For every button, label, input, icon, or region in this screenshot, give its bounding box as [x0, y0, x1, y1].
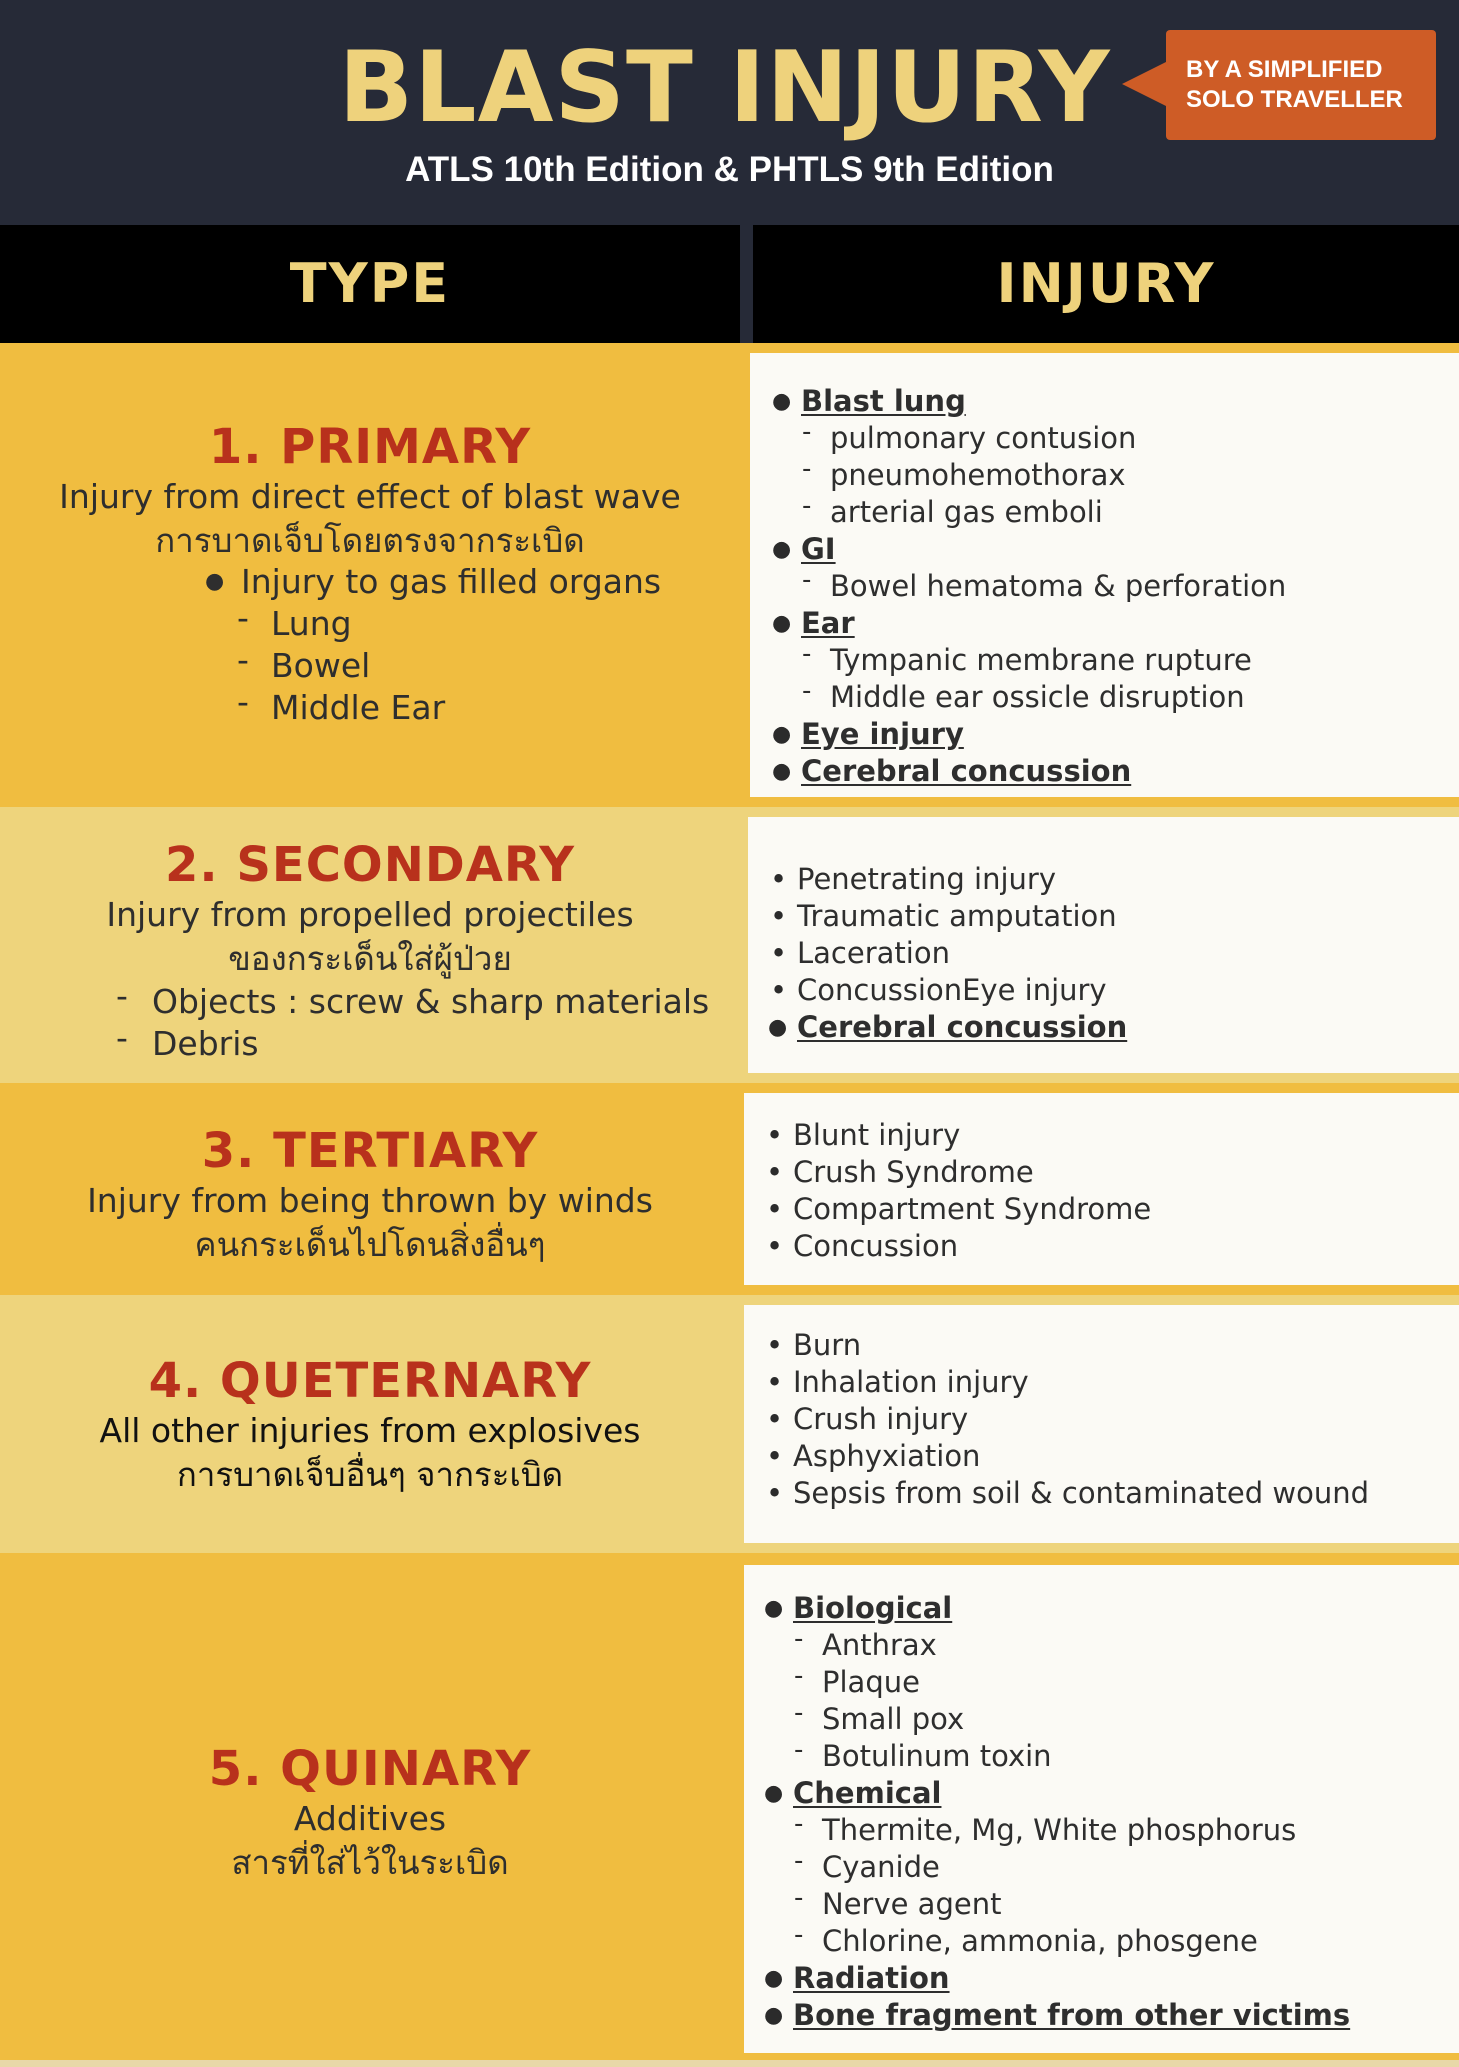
type-title: 3. TERTIARY: [201, 1123, 539, 1179]
header-banner: [0, 0, 1459, 225]
injury-item: • Concussion: [764, 1228, 1459, 1265]
author-badge: [1166, 30, 1436, 140]
page-subtitle: ATLS 10th Edition & PHTLS 9th Edition: [405, 150, 1054, 189]
injury-list: [772, 383, 1459, 790]
type-sub: - Lung: [237, 598, 352, 643]
type-title: 4. QUETERNARY: [148, 1353, 592, 1409]
injury-heading: ● Cerebral concussion: [772, 753, 1459, 790]
injury-sub-item: - Middle ear ossicle disruption: [772, 679, 1459, 716]
injury-item: • Crush injury: [764, 1401, 1459, 1438]
injury-item: • Sepsis from soil & contaminated wound: [764, 1475, 1459, 1512]
injury-sub-item: - pneumohemothorax: [772, 457, 1459, 494]
row-primary: [0, 343, 1459, 807]
injury-panel-queternary: [744, 1305, 1459, 1543]
type-sub: - Bowel: [237, 640, 371, 685]
type-desc-th: สารที่ใส่ไว้ในระเบิด: [231, 1843, 509, 1882]
type-desc-en: All other injuries from explosives: [99, 1411, 641, 1450]
injury-sub-item: - Bowel hematoma & perforation: [772, 568, 1459, 605]
injury-list: [764, 1117, 1459, 1265]
injury-item: • Crush Syndrome: [764, 1154, 1459, 1191]
column-header-bar: [0, 225, 1459, 343]
injury-panel-tertiary: [744, 1093, 1459, 1285]
injury-heading: ● Chemical: [764, 1775, 1459, 1812]
injury-sub-item: - arterial gas emboli: [772, 494, 1459, 531]
type-cell-quinary: [0, 1743, 740, 1885]
type-desc-th: การบาดเจ็บอื่นๆ จากระเบิด: [176, 1455, 564, 1494]
badge-line-2: SOLO TRAVELLER: [1186, 86, 1403, 113]
type-sub: - Middle Ear: [237, 682, 446, 727]
bottom-divider: [0, 2060, 1459, 2067]
type-desc-th: การบาดเจ็บโดยตรงจากระเบิด: [155, 521, 585, 560]
type-desc-en: Additives: [293, 1799, 447, 1838]
injury-heading: ● Eye injury: [772, 716, 1459, 753]
injury-item: • Inhalation injury: [764, 1364, 1459, 1401]
injury-sub-item: - Chlorine, ammonia, phosgene: [764, 1923, 1459, 1960]
injury-item: • Laceration: [768, 935, 1459, 972]
type-cell-tertiary: [0, 1125, 740, 1267]
type-cell-primary: [0, 421, 740, 729]
type-cell-secondary: [0, 839, 740, 1065]
injury-sub-item: - Thermite, Mg, White phosphorus: [764, 1812, 1459, 1849]
type-sub-text: Bowel: [271, 646, 371, 685]
injury-list: [768, 861, 1459, 1046]
injury-heading: ● Blast lung: [772, 383, 1459, 420]
type-sub-text: Lung: [271, 604, 352, 643]
type-sub-text: Objects : screw & sharp materials: [152, 982, 710, 1021]
injury-sub-item: - Small pox: [764, 1701, 1459, 1738]
injury-sub-item: - Anthrax: [764, 1627, 1459, 1664]
type-sub-text: Middle Ear: [271, 688, 446, 727]
type-desc-th: คนกระเด็นไปโดนสิ่งอื่นๆ: [194, 1225, 546, 1264]
injury-item: • ConcussionEye injury: [768, 972, 1459, 1009]
row-quinary: [0, 1553, 1459, 2060]
injury-item: • Penetrating injury: [768, 861, 1459, 898]
type-desc-en: Injury from propelled projectiles: [106, 895, 634, 934]
injury-sub-item: - Tympanic membrane rupture: [772, 642, 1459, 679]
injury-heading: ● Bone fragment from other victims: [764, 1997, 1459, 2034]
column-header-injury: INJURY: [753, 225, 1459, 343]
injury-heading: ● Cerebral concussion: [768, 1009, 1459, 1046]
injury-sub-item: - Cyanide: [764, 1849, 1459, 1886]
injury-list: [764, 1590, 1459, 2034]
injury-sub-item: - pulmonary contusion: [772, 420, 1459, 457]
injury-heading: ● GI: [772, 531, 1459, 568]
type-bullet: ● Injury to gas filled organs: [205, 562, 662, 601]
injury-panel-primary: [750, 353, 1459, 797]
injury-panel-quinary: [744, 1565, 1459, 2053]
column-header-type: TYPE: [0, 225, 740, 343]
type-desc-th: ของกระเด็นใส่ผู้ป่วย: [228, 939, 512, 978]
injury-heading: ● Biological: [764, 1590, 1459, 1627]
injury-item: • Traumatic amputation: [768, 898, 1459, 935]
type-sub-text: Debris: [152, 1024, 259, 1063]
page-title: BLAST INJURY: [338, 31, 1111, 145]
injury-item: • Compartment Syndrome: [764, 1191, 1459, 1228]
badge-line-1: BY A SIMPLIFIED: [1186, 56, 1383, 83]
injury-item: • Asphyxiation: [764, 1438, 1459, 1475]
injury-item: • Burn: [764, 1327, 1459, 1364]
injury-panel-secondary: [748, 817, 1459, 1073]
type-cell-queternary: [0, 1355, 740, 1497]
injury-heading: ● Ear: [772, 605, 1459, 642]
row-queternary: [0, 1295, 1459, 1553]
injury-item: • Blunt injury: [764, 1117, 1459, 1154]
row-tertiary: [0, 1083, 1459, 1295]
type-sub: - Debris: [116, 1018, 259, 1063]
type-sub: - Objects : screw & sharp materials: [116, 976, 710, 1021]
row-secondary: [0, 807, 1459, 1083]
injury-sub-item: - Plaque: [764, 1664, 1459, 1701]
type-title: 1. PRIMARY: [208, 419, 532, 475]
type-desc-en: Injury from being thrown by winds: [87, 1181, 653, 1220]
type-title: 2. SECONDARY: [165, 837, 575, 893]
type-bullet-text: Injury to gas filled organs: [241, 562, 662, 601]
injury-sub-item: - Botulinum toxin: [764, 1738, 1459, 1775]
injury-heading: ● Radiation: [764, 1960, 1459, 1997]
injury-sub-item: - Nerve agent: [764, 1886, 1459, 1923]
injury-list: [764, 1327, 1459, 1512]
type-desc-en: Injury from direct effect of blast wave: [59, 477, 681, 516]
type-title: 5. QUINARY: [208, 1741, 532, 1797]
